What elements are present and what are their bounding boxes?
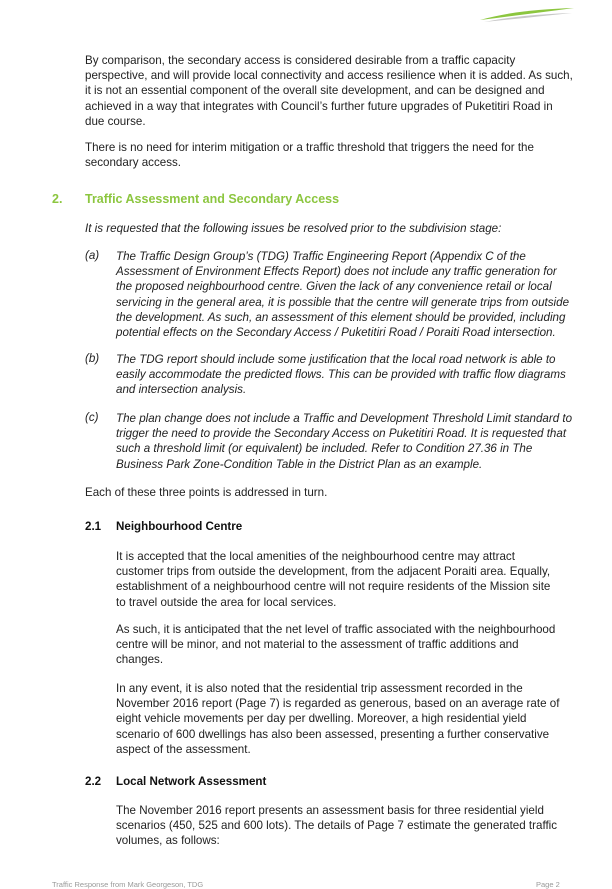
item-a-text: The Traffic Design Group’s (TDG) Traffic Engineering Report (Appendix C of the Assessment of Environment Effects Report) does not include any traffic generation for the proposed neighbourhood centre. Given the lack of any convenience retail or local servicing in the general area, it is possible that the centre will generate trips from outside the development. As such, an assessment of this element should be provided, including potential effects on the Secondary Access / Puketitiri Road / Poraiti Road intersection. — [116, 250, 570, 340]
section-2-2-paragraph-1: The November 2016 report presents an assessment basis for three residential yield scenarios (450, 525 and 600 lots). The details of Page 7 estimate the generated traffic volumes, as follows: — [116, 804, 558, 848]
section-2-1-number: 2.1 — [85, 520, 102, 533]
section-2-1-paragraph-3: In any event, it is also noted that the residential trip assessment recorded in the November 2016 report (Page 7) is regarded as generous, based on an average rate of eight vehicle movements per day per dwelling. Moreover, a high residential yield scenario of 600 dwellings has also been assessed, presenting a further conservative aspect of the assessment. — [116, 682, 560, 756]
section-2-2-number: 2.2 — [85, 775, 102, 788]
intro-paragraph-1: By comparison, the secondary access is considered desirable from a traffic capacity perspective, and will provide local connectivity and access resilience when it is added. As such, it is not an essential component of the overall site development, and can be designed and achieved in a way that integrates with Council’s further future upgrades of Puketitiri Road in due course. — [85, 54, 573, 128]
section-2-1-title: Neighbourhood Centre — [116, 520, 243, 533]
section-2-lead: It is requested that the following issues be resolved prior to the subdivision stage: — [85, 222, 502, 235]
intro-paragraph-2: There is no need for interim mitigation or a traffic threshold that triggers the need for the secondary access. — [85, 141, 534, 170]
section-2-title: Traffic Assessment and Secondary Access — [85, 192, 340, 206]
section-2-number: 2. — [52, 192, 63, 206]
section-2-closing: Each of these three points is addressed in turn. — [85, 486, 328, 499]
item-c-text: The plan change does not include a Traffic and Development Threshold Limit standard to trigger the need to provide the Secondary Access on Puketitiri Road. It is requested that such a threshold limit (or equivalent) be included. Refer to Condition 27.36 in The Business Park Zone-Condition Table in the District Plan as an example. — [116, 412, 573, 471]
item-b-text: The TDG report should include some justification that the local road network is able to easily accommodate the predicted flows. This can be provided with traffic flow diagrams and intersection analysis. — [116, 353, 566, 397]
item-b-label: (b) — [85, 352, 100, 365]
swoosh-logo-icon — [478, 4, 576, 24]
footer-left: Traffic Response from Mark Georgeson, TDG — [52, 880, 204, 889]
item-a-label: (a) — [85, 249, 100, 262]
section-2-2-title: Local Network Assessment — [116, 775, 267, 788]
section-2-1-paragraph-1: It is accepted that the local amenities of the neighbourhood centre may attract customer trips from outside the development, from the adjacent Poraiti area. Equally, establishment of a neighbourhood centre will not require residents of the Mission site to travel outside the area for local services. — [116, 550, 551, 609]
item-c-label: (c) — [85, 411, 99, 424]
section-2-1-paragraph-2: As such, it is anticipated that the net level of traffic associated with the neighbourhood centre will be minor, and not material to the assessment of traffic additions and changes. — [116, 623, 556, 667]
footer-right: Page 2 — [536, 880, 560, 889]
